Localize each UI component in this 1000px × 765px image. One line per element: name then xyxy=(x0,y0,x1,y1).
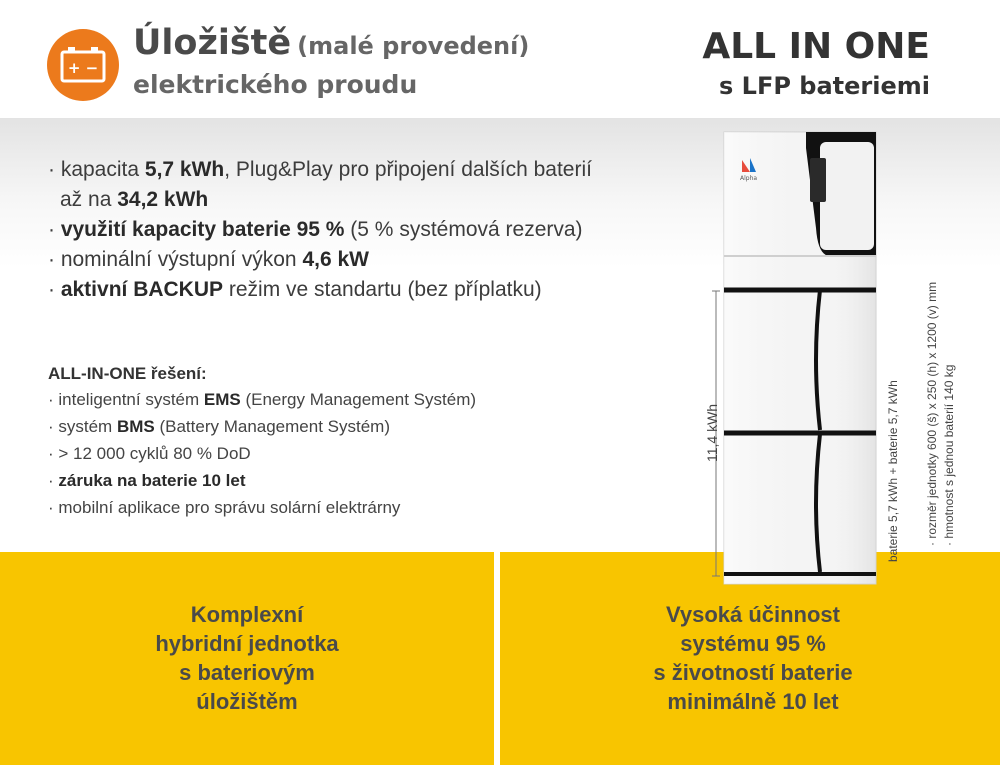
brand-line-1: ALL IN ONE xyxy=(702,26,930,67)
all-in-one-item: · záruka na baterie 10 let xyxy=(48,471,246,490)
capacity-label: 11,4 kWh xyxy=(704,403,720,462)
page-subtitle: elektrického proudu xyxy=(133,70,418,99)
weight-label: · hmotnost s jednou baterií 140 kg xyxy=(942,364,956,546)
benefit-panel-left: Komplexní hybridní jednotka s bateriovým úložištěm xyxy=(155,602,339,714)
battery-badge xyxy=(47,29,119,101)
battery-icon-text: + − xyxy=(67,59,99,77)
benefit-panel-right: Vysoká účinnost systému 95 % s životností baterie minimálně 10 let xyxy=(653,602,853,714)
feature-item: · nominální výstupní výkon 4,6 kW xyxy=(48,248,369,271)
feature-item: · kapacita 5,7 kWh, Plug&Play pro připojení dalších baterií xyxy=(48,158,592,181)
battery-config-label: baterie 5,7 kWh + baterie 5,7 kWh xyxy=(886,380,900,562)
brand-logo-text: Alpha xyxy=(740,175,758,182)
feature-list xyxy=(48,155,703,305)
feature-item: · aktivní BACKUP režim ve standartu (bez příplatku) xyxy=(48,278,542,301)
title-note: (malé provedení) xyxy=(297,32,530,60)
dimensions-label: · rozměr jednotky 600 (š) x 250 (h) x 1200 (v) mm xyxy=(925,281,939,546)
all-in-one-item: · mobilní aplikace pro správu solární elektrárny xyxy=(48,498,401,517)
all-in-one-section xyxy=(48,362,668,521)
brand-line-2: s LFP bateriemi xyxy=(719,72,930,100)
page-title xyxy=(133,23,529,63)
feature-item: až na 34,2 kWh xyxy=(60,188,209,211)
battery-icon xyxy=(47,29,119,101)
all-in-one-title: ALL-IN-ONE řešení: xyxy=(48,364,207,383)
all-in-one-item: · systém BMS (Battery Management Systém) xyxy=(48,417,390,436)
battery-unit-image xyxy=(700,128,900,588)
feature-item: · využití kapacity baterie 95 % (5 % systémová rezerva) xyxy=(48,218,583,241)
header xyxy=(0,0,1000,118)
all-in-one-item: · > 12 000 cyklů 80 % DoD xyxy=(48,444,251,463)
title-text: Úložiště xyxy=(133,23,292,63)
benefits-divider xyxy=(494,552,500,765)
all-in-one-item: · inteligentní systém EMS (Energy Management Systém) xyxy=(48,390,477,409)
